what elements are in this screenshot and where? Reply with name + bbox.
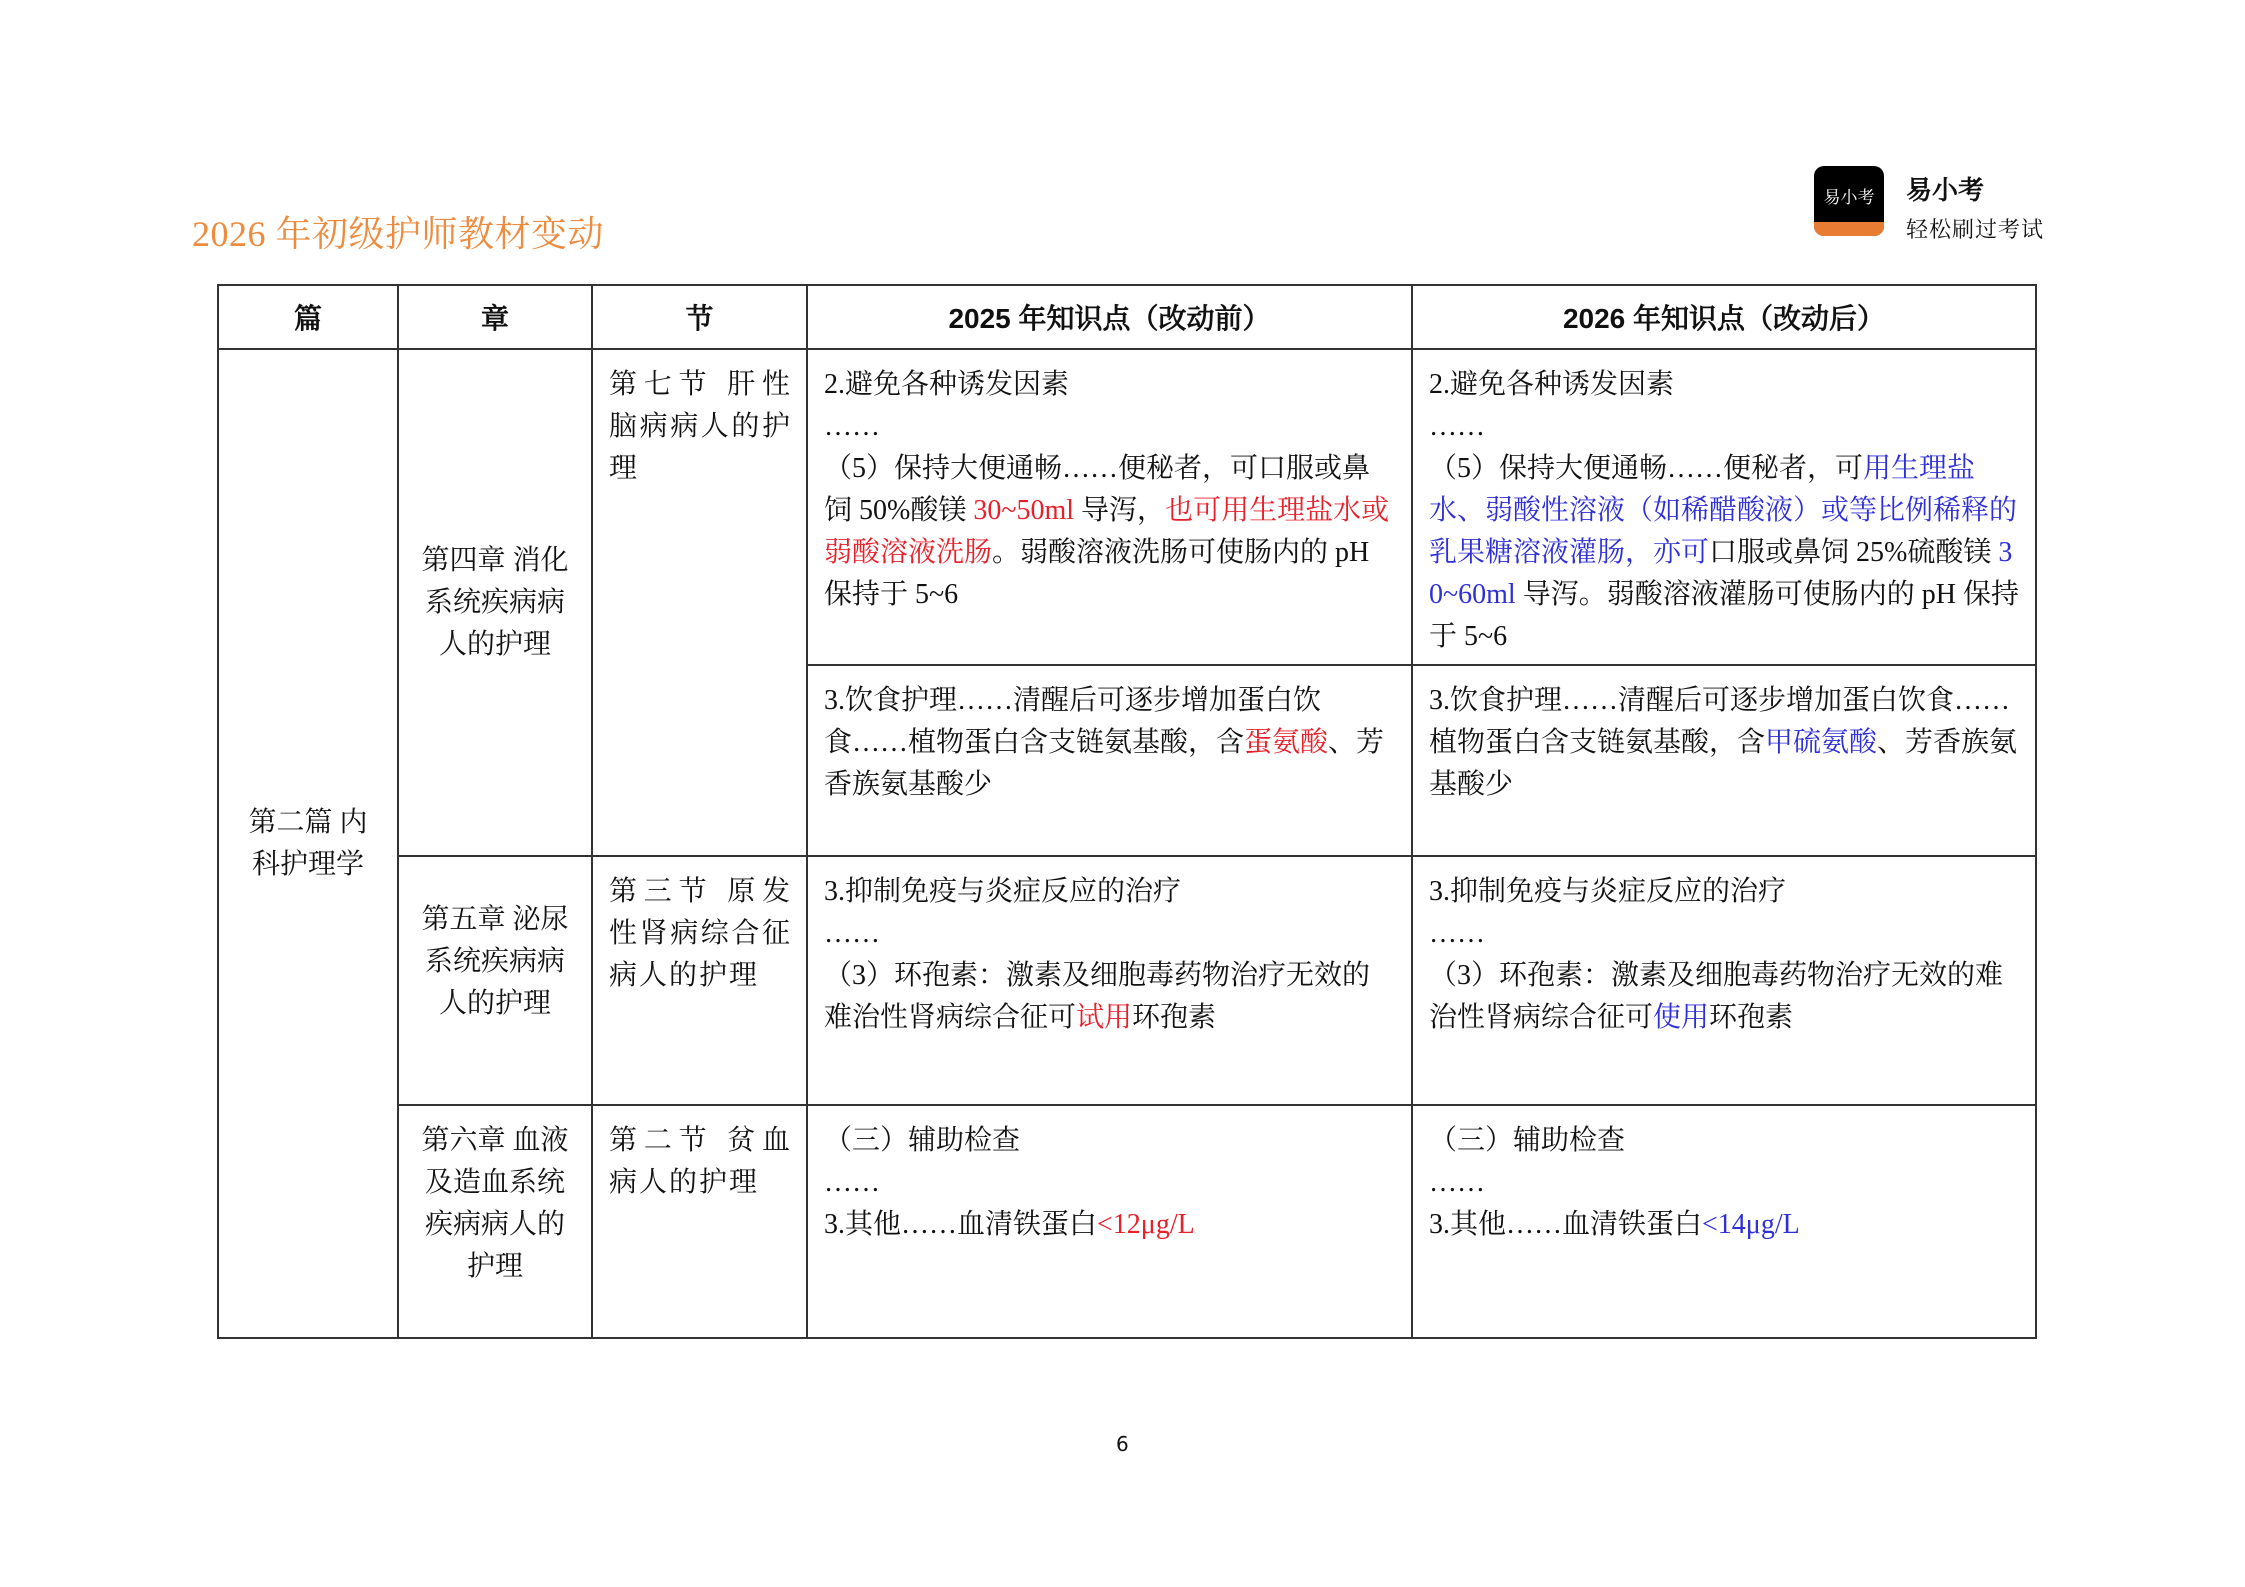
removed-text: <12μg/L (1097, 1209, 1195, 1240)
table-row (218, 349, 2036, 665)
after-cell (1412, 856, 2036, 1105)
before-paragraph (824, 448, 1397, 616)
brand-slogan: 轻松刷过考试 (1906, 218, 2045, 243)
header-after-2026: 2026 年知识点（改动后） (1412, 285, 2036, 349)
before-heading: 2.避免各种诱发因素 (824, 369, 1070, 400)
zhang-cell (398, 349, 592, 856)
text: （5）保持大便通畅……便秘者，可口服或鼻饲 50%酸镁 (824, 453, 1371, 526)
added-text: <14μg/L (1702, 1209, 1800, 1240)
zhang-label: 第五章 泌尿系统疾病病人的护理 (421, 904, 569, 1019)
ellipsis: …… (824, 1167, 880, 1198)
after-text (1413, 666, 2035, 806)
brand-logo-icon (1814, 166, 1884, 236)
text: （3）环孢素：激素及细胞毒药物治疗无效的难治性肾病综合征可 (824, 960, 1371, 1033)
ellipsis: …… (1429, 1167, 1485, 1198)
jie-label: 第二节 贫血病人的护理 (609, 1125, 792, 1198)
after-heading: （三）辅助检查 (1429, 1125, 1626, 1156)
removed-text: 也可用生理盐水或弱酸溶液洗肠 (824, 495, 1390, 568)
before-cell (807, 349, 1412, 665)
zhang-label: 第六章 血液及造血系统疾病病人的护理 (421, 1125, 569, 1282)
text: 导泻， (1074, 495, 1166, 526)
text: （5）保持大便通畅……便秘者，可 (1429, 453, 1864, 484)
after-paragraph (1429, 1204, 2021, 1246)
table-row (218, 1105, 2036, 1338)
added-text: 用生理盐水、弱酸性溶液（如稀醋酸液）或等比例稀释的乳果糖溶液灌肠，亦可 (1429, 453, 2018, 568)
header-pian: 篇 (218, 285, 398, 349)
after-paragraph (1429, 448, 2021, 658)
page-title: 2026 年初级护师教材变动 (192, 214, 605, 254)
removed-text: 蛋氨酸 (1244, 727, 1329, 758)
after-text (1413, 350, 2035, 658)
text: 3.其他……血清铁蛋白 (824, 1209, 1098, 1240)
page-number: 6 (1116, 1432, 1129, 1456)
removed-text: 30~50ml (973, 495, 1075, 526)
after-cell (1412, 665, 2036, 856)
table-header-row (218, 285, 2036, 349)
logo-text: 易小考 (1823, 188, 1875, 208)
jie-cell (592, 1105, 807, 1338)
zhang-cell (398, 856, 592, 1105)
ellipsis: …… (1429, 411, 1485, 442)
jie-cell (592, 349, 807, 856)
added-text: 使用 (1653, 1002, 1710, 1033)
header-zhang: 章 (398, 285, 592, 349)
text: 3.饮食护理……清醒后可逐步增加蛋白饮食……植物蛋白含支链氨基酸，含 (1429, 685, 2011, 758)
added-text: 30~60ml (1429, 537, 2013, 610)
after-text (1413, 1106, 2035, 1246)
after-paragraph (1429, 955, 2021, 1039)
before-text (808, 666, 1411, 806)
header-before-2025: 2025 年知识点（改动前） (807, 285, 1412, 349)
table-row (218, 856, 2036, 1105)
after-text (1413, 857, 2035, 1039)
after-heading: 3.抑制免疫与炎症反应的治疗 (1429, 876, 1787, 907)
brand-block (1906, 170, 2044, 244)
jie-label: 第七节 肝性脑病病人的护理 (609, 369, 792, 484)
text: 、芳香族氨基酸少 (824, 727, 1385, 800)
text: （3）环孢素：激素及细胞毒药物治疗无效的难治性肾病综合征可 (1429, 960, 2004, 1033)
before-cell (807, 1105, 1412, 1338)
text: 。弱酸溶液洗肠可使肠内的 pH 保持于 5~6 (824, 537, 1370, 610)
before-text (808, 1106, 1411, 1246)
changes-table (217, 284, 2037, 1339)
after-cell (1412, 349, 2036, 665)
jie-label: 第三节 原发性肾病综合征病人的护理 (609, 876, 792, 991)
after-cell (1412, 1105, 2036, 1338)
text: 环孢素 (1709, 1002, 1794, 1033)
zhang-cell (398, 1105, 592, 1338)
before-cell (807, 665, 1412, 856)
before-paragraph (824, 955, 1397, 1039)
text: 导泻。弱酸溶液灌肠可使肠内的 pH 保持于 5~6 (1429, 579, 2019, 652)
after-heading: 2.避免各种诱发因素 (1429, 369, 1675, 400)
before-heading: （三）辅助检查 (824, 1125, 1021, 1156)
ellipsis: …… (824, 411, 880, 442)
header-jie: 节 (592, 285, 807, 349)
added-text: 甲硫氨酸 (1765, 727, 1878, 758)
logo-accent-band (1814, 222, 1884, 236)
text: 口服或鼻饲 25%硫酸镁 (1709, 537, 1999, 568)
text: 3.饮食护理……清醒后可逐步增加蛋白饮食……植物蛋白含支链氨基酸，含 (824, 685, 1322, 758)
jie-cell (592, 856, 807, 1105)
before-text (808, 350, 1411, 616)
removed-text: 试用 (1076, 1002, 1133, 1033)
pian-label: 第二篇 内科护理学 (248, 806, 368, 880)
brand-name: 易小考 (1906, 176, 1985, 206)
ellipsis: …… (824, 918, 880, 949)
ellipsis: …… (1429, 918, 1485, 949)
before-heading: 3.抑制免疫与炎症反应的治疗 (824, 876, 1182, 907)
pian-cell (218, 349, 398, 1338)
text: 环孢素 (1132, 1002, 1217, 1033)
zhang-label: 第四章 消化系统疾病病人的护理 (421, 544, 569, 660)
before-paragraph (824, 1204, 1397, 1246)
before-cell (807, 856, 1412, 1105)
text: 3.其他……血清铁蛋白 (1429, 1209, 1703, 1240)
text: 、芳香族氨基酸少 (1429, 727, 2018, 800)
before-text (808, 857, 1411, 1039)
